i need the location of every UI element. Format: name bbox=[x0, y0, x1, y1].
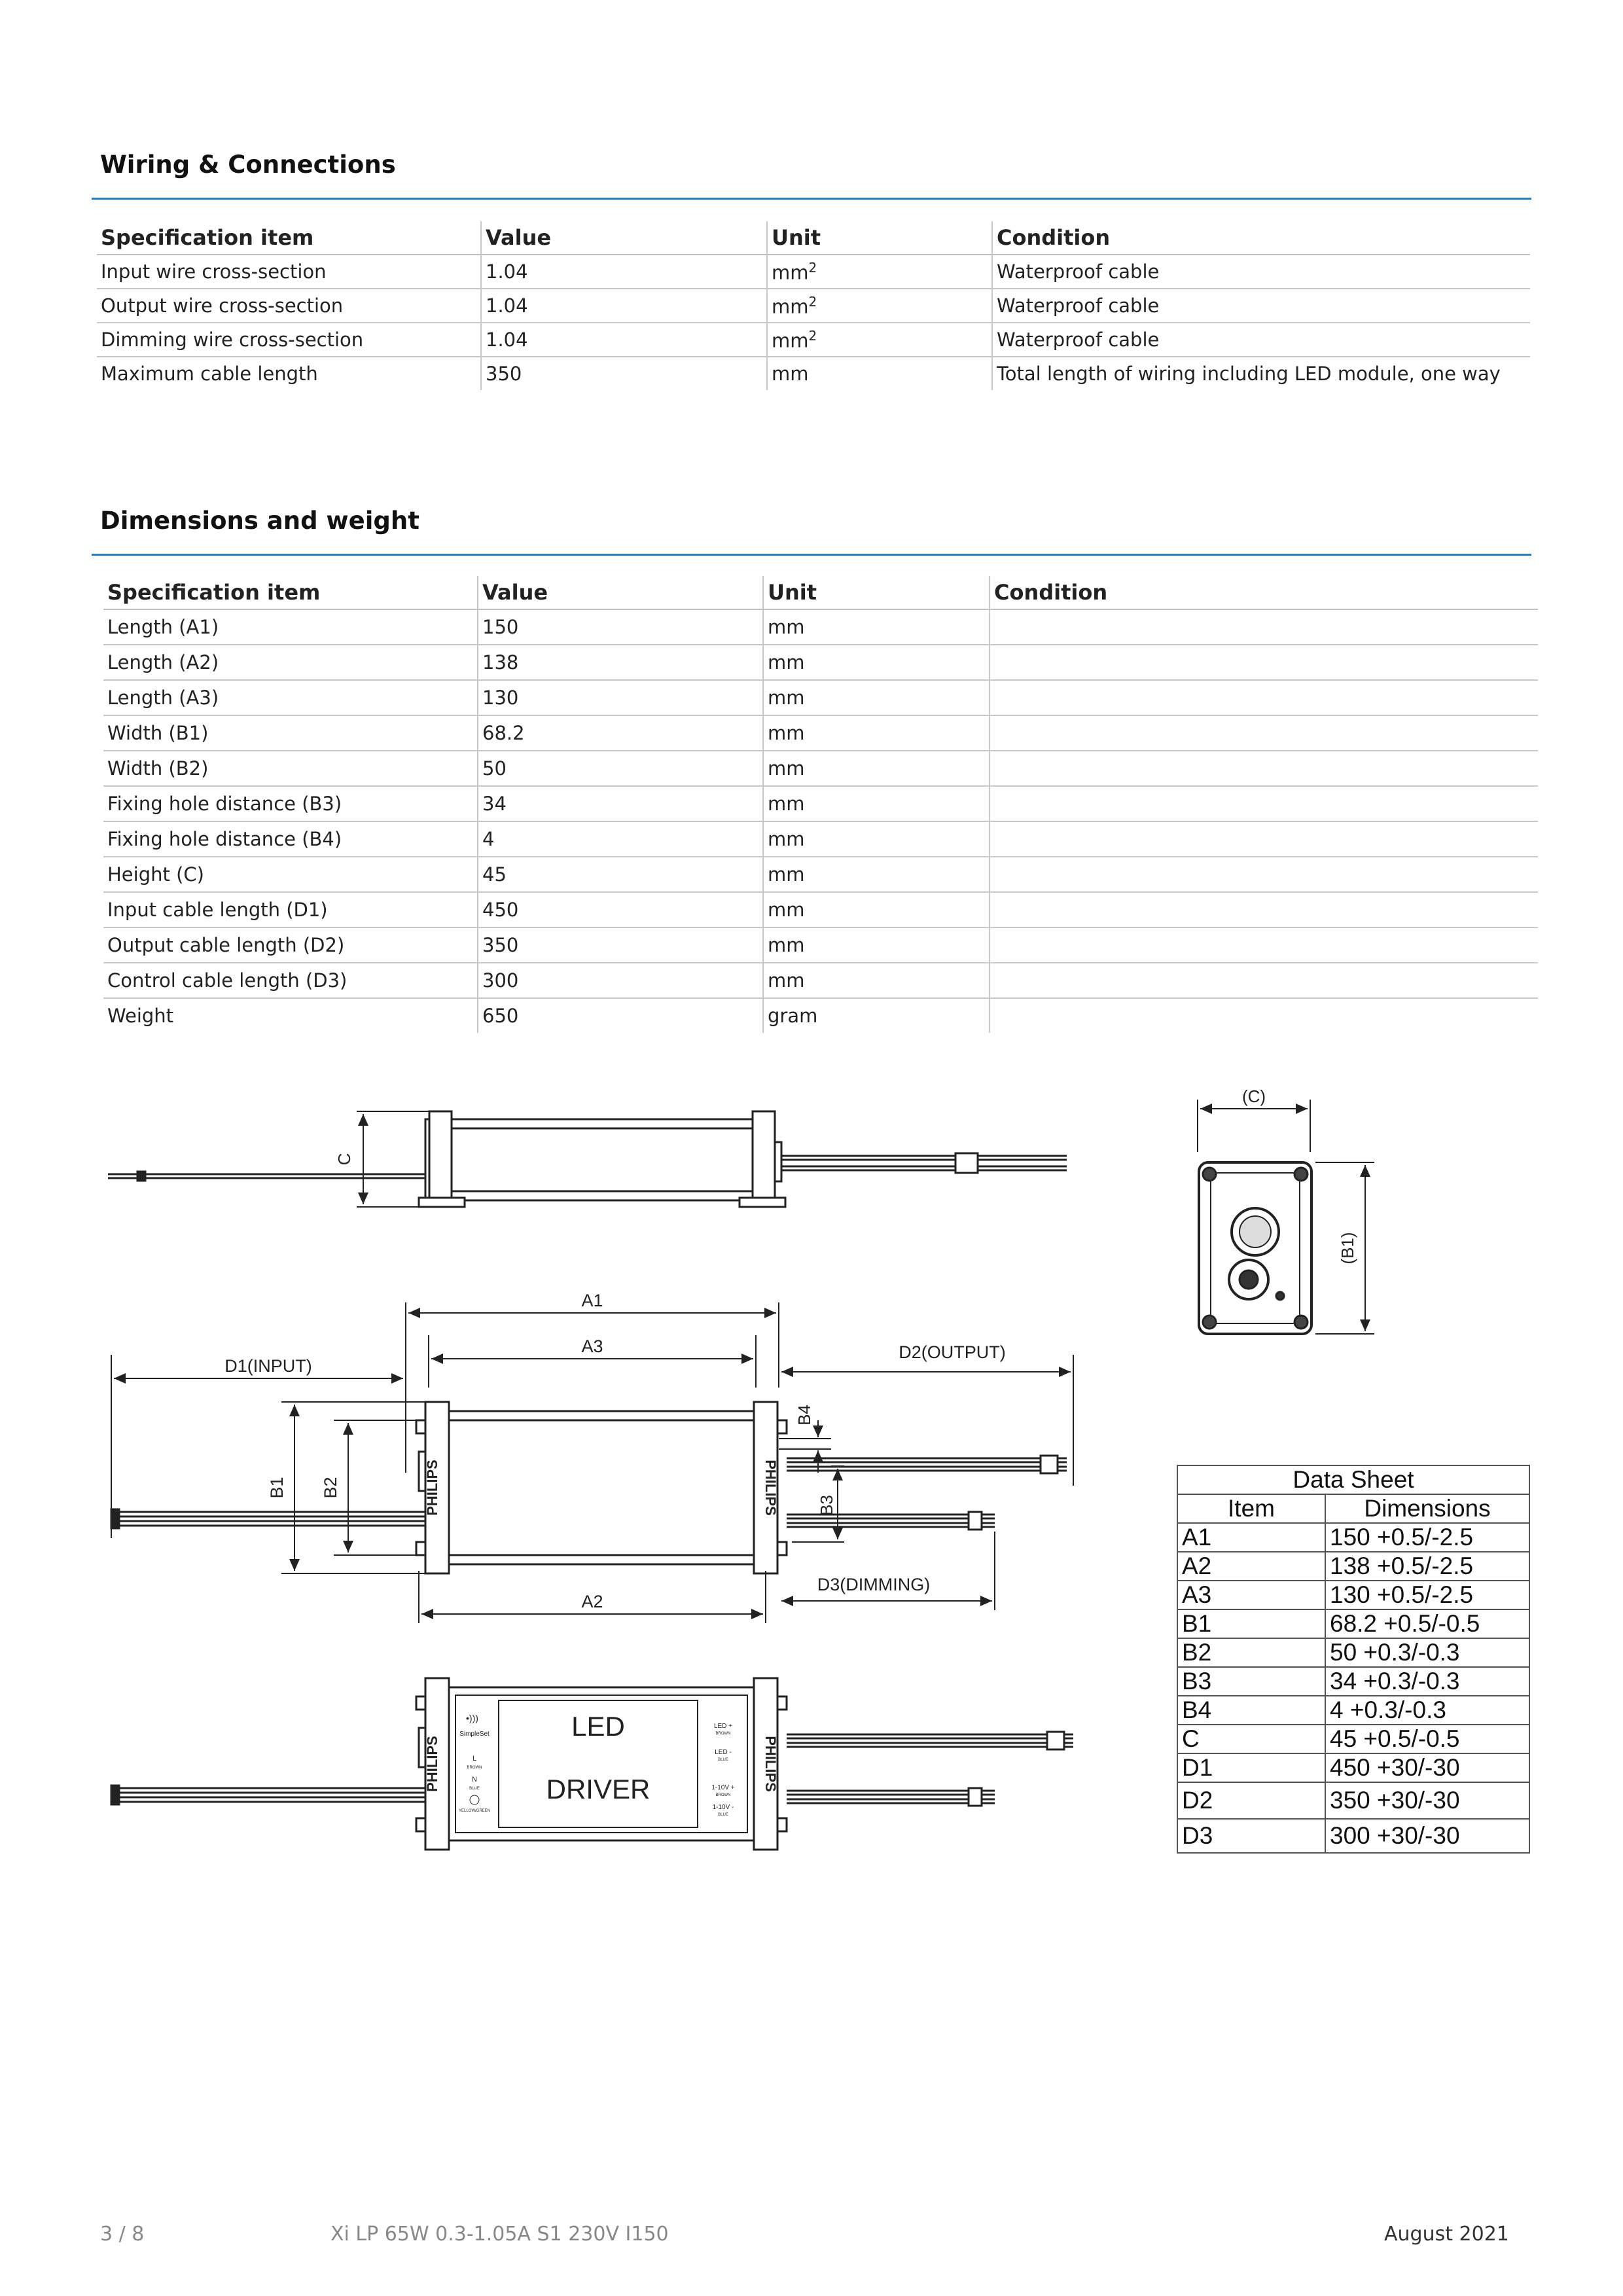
header-value: Value bbox=[478, 576, 763, 609]
datasheet-row bbox=[1177, 1667, 1529, 1696]
wiring-title-rule bbox=[92, 198, 1531, 200]
spec-item: Output cable length (D2) bbox=[103, 927, 478, 963]
spec-item: Fixing hole distance (B4) bbox=[103, 821, 478, 857]
datasheet-dim: 45 +0.5/-0.5 bbox=[1325, 1725, 1529, 1753]
wireless-icon: •))) bbox=[466, 1713, 478, 1723]
table-row bbox=[103, 927, 1538, 963]
terminal-dim-plus-color: BROWN bbox=[715, 1793, 731, 1797]
datasheet-item: A3 bbox=[1177, 1581, 1325, 1609]
footer-product-name: Xi LP 65W 0.3-1.05A S1 230V I150 bbox=[330, 2223, 669, 2246]
spec-condition bbox=[990, 821, 1538, 857]
dim-label-d1: D1(INPUT) bbox=[224, 1356, 312, 1376]
table-row bbox=[97, 255, 1530, 289]
datasheet-header-item: Item bbox=[1177, 1494, 1325, 1523]
spec-value: 130 bbox=[478, 680, 763, 715]
spec-condition bbox=[990, 963, 1538, 998]
dim-label-b1: B1 bbox=[267, 1477, 287, 1499]
datasheet-table bbox=[1177, 1465, 1530, 1854]
datasheet-item: D3 bbox=[1177, 1819, 1325, 1853]
dimensions-title-rule bbox=[92, 554, 1531, 556]
spec-condition bbox=[990, 645, 1538, 680]
datasheet-dim: 350 +30/-30 bbox=[1325, 1782, 1529, 1819]
end-view bbox=[1198, 1086, 1374, 1334]
dim-label-a2: A2 bbox=[581, 1592, 603, 1611]
spec-unit: mm bbox=[763, 786, 990, 821]
spec-unit: mm bbox=[767, 357, 992, 390]
table-row bbox=[103, 963, 1538, 998]
spec-condition bbox=[990, 786, 1538, 821]
spec-condition bbox=[990, 680, 1538, 715]
spec-unit: mm bbox=[763, 892, 990, 927]
header-condition: Condition bbox=[990, 576, 1538, 609]
dim-label-b3: B3 bbox=[817, 1495, 836, 1516]
spec-unit: mm bbox=[763, 963, 990, 998]
datasheet-item: B3 bbox=[1177, 1667, 1325, 1696]
spec-unit: mm bbox=[763, 857, 990, 892]
spec-value: 138 bbox=[478, 645, 763, 680]
spec-unit: mm bbox=[763, 927, 990, 963]
spec-item: Width (B2) bbox=[103, 751, 478, 786]
datasheet-header-row bbox=[1177, 1494, 1529, 1523]
spec-condition: Total length of wiring including LED module, one way bbox=[992, 357, 1530, 390]
terminal-n: N bbox=[472, 1776, 477, 1784]
spec-item: Control cable length (D3) bbox=[103, 963, 478, 998]
spec-value: 1.04 bbox=[481, 255, 767, 289]
terminal-dim-minus: 1-10V - bbox=[712, 1804, 734, 1811]
datasheet-item: D1 bbox=[1177, 1753, 1325, 1782]
spec-unit: mm bbox=[763, 609, 990, 645]
dim-label-b1-paren: (B1) bbox=[1338, 1232, 1357, 1265]
datasheet-item: D2 bbox=[1177, 1782, 1325, 1819]
spec-unit: $mm^2$ bbox=[767, 255, 992, 289]
dim-label-d2: D2(OUTPUT) bbox=[899, 1342, 1006, 1362]
spec-value: 150 bbox=[478, 609, 763, 645]
spec-value: 450 bbox=[478, 892, 763, 927]
spec-item: Height (C) bbox=[103, 857, 478, 892]
datasheet-dim: 150 +0.5/-2.5 bbox=[1325, 1523, 1529, 1552]
spec-value: 350 bbox=[478, 927, 763, 963]
table-row bbox=[97, 357, 1530, 390]
dimensions-table bbox=[103, 576, 1538, 1033]
datasheet-row bbox=[1177, 1638, 1529, 1667]
spec-item: Input cable length (D1) bbox=[103, 892, 478, 927]
spec-unit: gram bbox=[763, 998, 990, 1033]
table-row bbox=[103, 998, 1538, 1033]
table-row bbox=[97, 323, 1530, 357]
spec-unit: mm bbox=[763, 751, 990, 786]
spec-item: Length (A3) bbox=[103, 680, 478, 715]
datasheet-dim: 34 +0.3/-0.3 bbox=[1325, 1667, 1529, 1696]
brand-label-right: PHILIPS bbox=[762, 1736, 779, 1792]
brand-label-left: PHILIPS bbox=[424, 1736, 440, 1792]
spec-item: Length (A2) bbox=[103, 645, 478, 680]
side-view bbox=[108, 1111, 1067, 1207]
spec-item: Length (A1) bbox=[103, 609, 478, 645]
spec-item: Output wire cross-section bbox=[97, 289, 481, 323]
spec-value: 650 bbox=[478, 998, 763, 1033]
spec-value: 300 bbox=[478, 963, 763, 998]
dim-label-c: C bbox=[334, 1153, 354, 1166]
datasheet-title-row bbox=[1177, 1465, 1529, 1494]
datasheet-item: B2 bbox=[1177, 1638, 1325, 1667]
table-row bbox=[103, 609, 1538, 645]
spec-unit: mm bbox=[763, 645, 990, 680]
spec-unit: $mm^2$ bbox=[767, 323, 992, 357]
table-row bbox=[103, 715, 1538, 751]
datasheet-dim: 138 +0.5/-2.5 bbox=[1325, 1552, 1529, 1581]
terminal-ground-color: YELLOW/GREEN bbox=[458, 1809, 491, 1813]
spec-condition bbox=[990, 751, 1538, 786]
spec-item: Width (B1) bbox=[103, 715, 478, 751]
spec-value: 1.04 bbox=[481, 289, 767, 323]
spec-value: 350 bbox=[481, 357, 767, 390]
spec-item: Fixing hole distance (B3) bbox=[103, 786, 478, 821]
spec-value: 4 bbox=[478, 821, 763, 857]
terminal-dim-plus: 1-10V + bbox=[711, 1784, 735, 1791]
header-unit: Unit bbox=[767, 221, 992, 255]
spec-value: 68.2 bbox=[478, 715, 763, 751]
datasheet-item: A2 bbox=[1177, 1552, 1325, 1581]
spec-condition: Waterproof cable bbox=[992, 255, 1530, 289]
spec-condition: Waterproof cable bbox=[992, 323, 1530, 357]
datasheet-row bbox=[1177, 1552, 1529, 1581]
table-row bbox=[103, 892, 1538, 927]
spec-item: Dimming wire cross-section bbox=[97, 323, 481, 357]
terminal-led-minus-color: BLUE bbox=[718, 1758, 728, 1762]
header-unit: Unit bbox=[763, 576, 990, 609]
dim-label-b2: B2 bbox=[321, 1477, 340, 1499]
table-row bbox=[103, 645, 1538, 680]
spec-value: 34 bbox=[478, 786, 763, 821]
spec-value: 1.04 bbox=[481, 323, 767, 357]
front-view bbox=[111, 1678, 1073, 1850]
datasheet-row bbox=[1177, 1523, 1529, 1552]
spec-condition: Waterproof cable bbox=[992, 289, 1530, 323]
spec-item: Maximum cable length bbox=[101, 363, 318, 385]
spec-unit: mm bbox=[763, 680, 990, 715]
footer-date: August 2021 bbox=[1384, 2223, 1509, 2246]
terminal-dim-minus-color: BLUE bbox=[718, 1813, 728, 1817]
table-header-row bbox=[103, 576, 1538, 609]
datasheet-row bbox=[1177, 1819, 1529, 1853]
wiring-section-title: Wiring & Connections bbox=[100, 151, 396, 179]
spec-unit: $mm^2$ bbox=[767, 289, 992, 323]
table-row bbox=[97, 289, 1530, 323]
table-header-row bbox=[97, 221, 1530, 255]
terminal-led-plus-color: BROWN bbox=[715, 1732, 731, 1736]
header-condition: Condition bbox=[992, 221, 1530, 255]
wiring-table bbox=[97, 221, 1530, 390]
datasheet-row bbox=[1177, 1725, 1529, 1753]
datasheet-dim: 450 +30/-30 bbox=[1325, 1753, 1529, 1782]
terminal-led-minus: LED - bbox=[715, 1749, 732, 1756]
terminal-n-color: BLUE bbox=[469, 1787, 480, 1791]
footer-page-number: 3 / 8 bbox=[100, 2223, 145, 2246]
table-row bbox=[103, 786, 1538, 821]
table-row bbox=[103, 751, 1538, 786]
datasheet-header-dimensions: Dimensions bbox=[1325, 1494, 1529, 1523]
dim-label-c-paren: (C) bbox=[1241, 1086, 1266, 1106]
datasheet-dim: 50 +0.3/-0.3 bbox=[1325, 1638, 1529, 1667]
spec-unit: mm bbox=[763, 821, 990, 857]
spec-unit: mm bbox=[763, 715, 990, 751]
datasheet-dim: 4 +0.3/-0.3 bbox=[1325, 1696, 1529, 1725]
dimensions-section-title: Dimensions and weight bbox=[100, 507, 419, 535]
datasheet-item: A1 bbox=[1177, 1523, 1325, 1552]
spec-condition bbox=[990, 609, 1538, 645]
table-row bbox=[103, 821, 1538, 857]
simpleset-label: SimpleSet bbox=[459, 1731, 490, 1738]
dim-label-a1: A1 bbox=[581, 1291, 603, 1310]
terminal-l-color: BROWN bbox=[467, 1766, 482, 1770]
spec-item: Weight bbox=[107, 1005, 174, 1027]
datasheet-row bbox=[1177, 1753, 1529, 1782]
header-specification-item: Specification item bbox=[103, 576, 478, 609]
driver-label: DRIVER bbox=[546, 1774, 651, 1804]
spec-value: 50 bbox=[478, 751, 763, 786]
dim-label-b4: B4 bbox=[794, 1405, 814, 1426]
spec-condition bbox=[990, 892, 1538, 927]
dim-label-a3: A3 bbox=[581, 1336, 603, 1356]
datasheet-dim: 68.2 +0.5/-0.5 bbox=[1325, 1609, 1529, 1638]
datasheet-title: Data Sheet bbox=[1177, 1465, 1529, 1494]
datasheet-row bbox=[1177, 1696, 1529, 1725]
spec-condition bbox=[990, 998, 1538, 1033]
dim-label-d3: D3(DIMMING) bbox=[817, 1575, 931, 1594]
spec-value: 45 bbox=[478, 857, 763, 892]
top-view bbox=[111, 1291, 1073, 1623]
led-label: LED bbox=[571, 1711, 625, 1742]
datasheet-row bbox=[1177, 1609, 1529, 1638]
header-specification-item: Specification item bbox=[97, 221, 481, 255]
terminal-led-plus: LED + bbox=[713, 1723, 733, 1730]
brand-label-left: PHILIPS bbox=[424, 1460, 440, 1516]
datasheet-item: C bbox=[1177, 1725, 1325, 1753]
table-row bbox=[103, 857, 1538, 892]
spec-condition bbox=[990, 715, 1538, 751]
datasheet-row bbox=[1177, 1581, 1529, 1609]
table-row bbox=[103, 680, 1538, 715]
spec-item: Input wire cross-section bbox=[97, 255, 481, 289]
datasheet-item: B4 bbox=[1177, 1696, 1325, 1725]
brand-label-right: PHILIPS bbox=[762, 1460, 779, 1516]
header-value: Value bbox=[481, 221, 767, 255]
spec-condition bbox=[990, 927, 1538, 963]
terminal-l: L bbox=[472, 1755, 477, 1763]
datasheet-row bbox=[1177, 1782, 1529, 1819]
datasheet-dim: 300 +30/-30 bbox=[1325, 1819, 1529, 1853]
datasheet-item: B1 bbox=[1177, 1609, 1325, 1638]
spec-condition bbox=[990, 857, 1538, 892]
datasheet-dim: 130 +0.5/-2.5 bbox=[1325, 1581, 1529, 1609]
